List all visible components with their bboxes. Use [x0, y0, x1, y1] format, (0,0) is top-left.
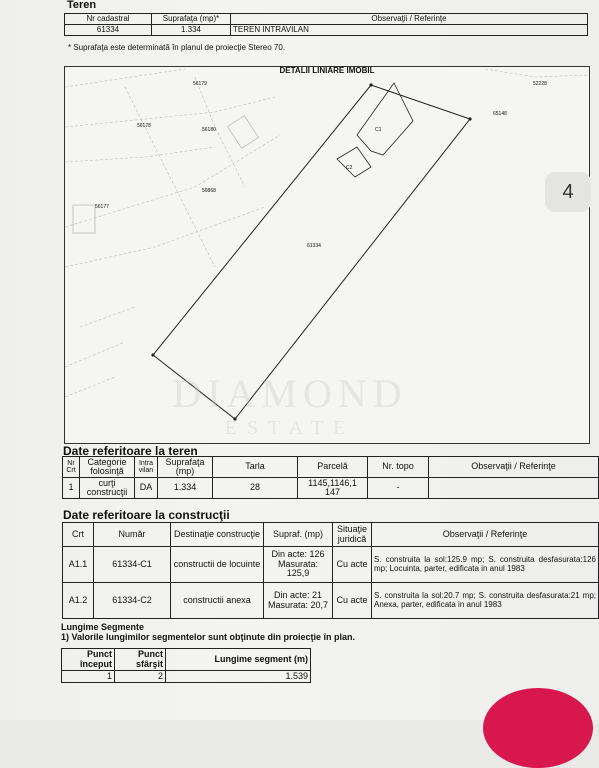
lungime-cell-lungime: 1.539 — [166, 671, 311, 683]
teren-cell-observatii: TEREN INTRAVILAN — [231, 25, 588, 36]
constr-header-numar: Număr — [94, 523, 171, 547]
date-teren-table — [62, 456, 599, 499]
lungime-title: Lungime Segmente — [61, 622, 145, 632]
teren2-header-tarla: Tarla — [213, 457, 298, 478]
watermark — [150, 370, 430, 440]
constr-header-situatie: Situaţie juridică — [333, 523, 372, 547]
teren2-header-parcela: Parcelă — [298, 457, 368, 478]
page-indicator[interactable]: 4 — [545, 172, 591, 212]
constr-cell-situatie: Cu acte — [333, 547, 372, 583]
lungime-table — [61, 648, 311, 683]
constr-cell-suprafata: Din acte: 126 Masurata: 125,9 — [264, 547, 333, 583]
constr-cell-numar: 61334-C2 — [94, 583, 171, 619]
map-label-56180: 56180 — [202, 127, 216, 133]
teren2-cell-nrtopo: - — [368, 478, 429, 499]
constructii-table — [62, 522, 599, 619]
constr-cell-destinatie: constructii anexa — [171, 583, 264, 619]
teren2-cell-suprafata: 1.334 — [158, 478, 213, 499]
constr-header-suprafata: Supraf. (mp) — [264, 523, 333, 547]
teren2-header-nrtopo: Nr. topo — [368, 457, 429, 478]
table-row — [63, 583, 599, 619]
constr-cell-crt: A1.2 — [63, 583, 94, 619]
constr-cell-crt: A1.1 — [63, 547, 94, 583]
map-label-59868: 59868 — [202, 188, 216, 194]
teren-header-suprafata: Suprafaţa (mp)* — [152, 14, 231, 25]
teren2-header-suprafata: Suprafaţa (mp) — [158, 457, 213, 478]
teren2-header-categorie: Categorie folosinţă — [80, 457, 135, 478]
teren-note: * Suprafaţa este determinată în planul de proiecţie Stereo 70. — [68, 43, 286, 52]
constr-cell-observatii: S. construita la sol:125.9 mp; S. construita desfasurata:126 mp; Locuinta, parter, edificata in anul 1983 — [372, 547, 599, 583]
date-constructii-title: Date referitoare la construcţii — [63, 508, 230, 522]
watermark-line1: DIAMOND — [172, 371, 408, 416]
constr-header-crt: Crt — [63, 523, 94, 547]
teren-cell-suprafata: 1.334 — [152, 25, 231, 36]
chat-button[interactable] — [483, 688, 593, 768]
teren2-cell-intravilan: DA — [135, 478, 158, 499]
teren-cell-cadastral: 61334 — [65, 25, 152, 36]
map-label-c2: C2 — [346, 165, 353, 171]
lungime-cell-sfarsit: 2 — [115, 671, 166, 683]
teren2-cell-categorie: curţi construcţii — [80, 478, 135, 499]
table-row — [63, 547, 599, 583]
map-title: DETALII LINIARE IMOBIL — [279, 66, 375, 75]
map-label-65148: 65148 — [493, 111, 507, 117]
lungime-header-inceput: Punct început — [62, 649, 115, 671]
constr-header-observatii: Observaţii / Referinţe — [372, 523, 599, 547]
teren-title: Teren — [67, 0, 97, 11]
lungime-subtitle: 1) Valorile lungimilor segmentelor sunt obţinute din proiecţie în plan. — [61, 632, 356, 642]
teren2-header-intravilan: Intra vilan — [135, 457, 158, 478]
teren2-header-observatii: Observaţii / Referinţe — [429, 457, 599, 478]
teren2-cell-nrcrt: 1 — [63, 478, 80, 499]
constr-cell-numar: 61334-C1 — [94, 547, 171, 583]
map-label-52228: 52228 — [533, 81, 547, 87]
constr-cell-suprafata: Din acte: 21 Masurata: 20,7 — [264, 583, 333, 619]
map-label-61334: 61334 — [307, 243, 321, 249]
teren2-header-nrcrt: Nr Crt — [63, 457, 80, 478]
lungime-header-lungime: Lungime segment (m) — [166, 649, 311, 671]
constr-header-destinatie: Destinaţie construcţie — [171, 523, 264, 547]
map-label-56177: 56177 — [95, 204, 109, 210]
watermark-line2: ESTATE — [224, 417, 356, 439]
teren2-cell-observatii — [429, 478, 599, 499]
teren2-cell-parcela: 1145,1146,1 147 — [298, 478, 368, 499]
teren-table — [64, 13, 588, 36]
map-label-56179: 56179 — [193, 81, 207, 87]
map-label-c1: C1 — [375, 127, 382, 133]
date-teren-title: Date referitoare la teren — [63, 444, 198, 458]
lungime-cell-inceput: 1 — [62, 671, 115, 683]
constr-cell-situatie: Cu acte — [333, 583, 372, 619]
teren2-cell-tarla: 28 — [213, 478, 298, 499]
lungime-header-sfarsit: Punct sfârşit — [115, 649, 166, 671]
constr-cell-destinatie: constructii de locuinte — [171, 547, 264, 583]
map-label-56178: 56178 — [137, 123, 151, 129]
teren-header-cadastral: Nr cadastral — [65, 14, 152, 25]
teren-header-observatii: Observaţii / Referinţe — [231, 14, 588, 25]
constr-cell-observatii: S. construita la sol:20.7 mp; S. construita desfasurata:21 mp; Anexa, parter, edificata in anul 1983 — [372, 583, 599, 619]
